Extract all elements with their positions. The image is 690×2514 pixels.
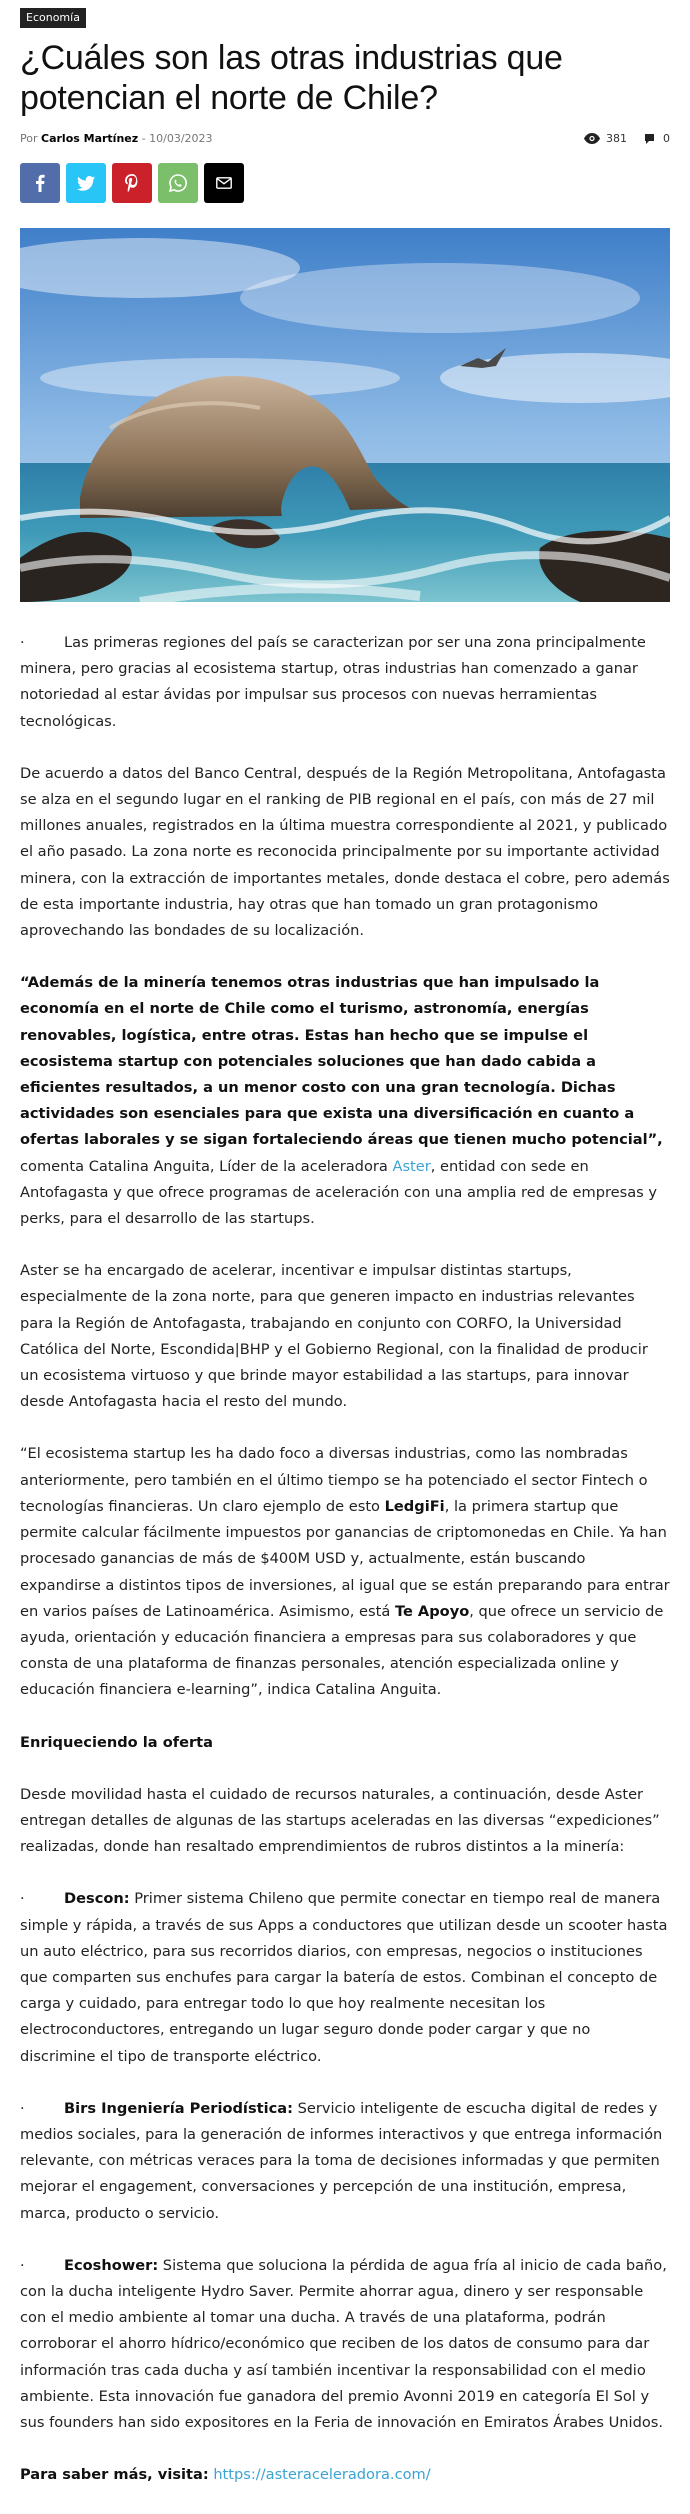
bullet-dot: · xyxy=(20,634,25,651)
article-paragraph: Aster se ha encargado de acelerar, incentivar e impulsar distintas startups, especialmente de la zona norte, para que generen impacto en industrias relevantes para la Región de Antofagasta, trabajando en conjunto con CORFO, la Universidad Católica del Norte, Escondida|BHP y el Gobierno Regional, con la finalidad de producir un ecosistema virtuoso y que brinde mayor estabilidad a las startups, para innovar desde Antofagasta hacia el resto del mundo. xyxy=(20,1262,648,1411)
ledgifi-highlight: LedgiFi xyxy=(384,1497,445,1515)
startup-item-ecoshower xyxy=(20,2253,670,2436)
comments-count: 0 xyxy=(663,132,670,145)
startup-description: Primer sistema Chileno que permite conectar en tiempo real de manera simple y rápida, a través de sus Apps a conductores que utilizan desde un scooter hasta un auto eléctrico, para sus recorridos diarios, con empresas, negocios o instituciones que comparten sus enchufes para cargar la batería de estos. Combinan el concepto de carga y cuidado, para entregar todo lo que hoy realmente necesitan los electroconductores, entregando un lugar seguro donde poder cargar y que no discrimine el tipo de transporte eléctrico. xyxy=(20,1890,668,2065)
more-info-label: Para saber más, visita: xyxy=(20,2466,209,2484)
share-twitter-button[interactable] xyxy=(66,163,106,203)
share-facebook-button[interactable] xyxy=(20,163,60,203)
bullet-dot: · xyxy=(20,2256,25,2274)
twitter-icon xyxy=(77,176,95,191)
aster-link[interactable]: Aster xyxy=(392,1157,431,1175)
article-paragraph xyxy=(20,630,670,735)
section-heading: Enriqueciendo la oferta xyxy=(20,1733,214,1751)
article-stats xyxy=(584,132,670,145)
startup-item-descon xyxy=(20,1886,670,2069)
comments-counter[interactable] xyxy=(645,132,670,145)
share-pinterest-button[interactable] xyxy=(112,163,152,203)
share-whatsapp-button[interactable] xyxy=(158,163,198,203)
bullet-dot: · xyxy=(20,2099,25,2117)
paragraph-text: “El ecosistema startup les ha dado foco a diversas industrias, como las nombradas anteriormente, pero también en el último tiempo se ha potenciado el sector Fintech o tecnologías financieras. Un claro ejemplo de esto xyxy=(20,1445,648,1515)
publish-date: 10/03/2023 xyxy=(149,132,213,145)
article-paragraph: Desde movilidad hasta el cuidado de recursos naturales, a continuación, desde Aster entregan detalles de algunas de las startups aceleradas en las diversas “expediciones” realizadas, donde han resaltado emprendimientos de rubros distintos a la minería: xyxy=(20,1785,660,1856)
author-link[interactable]: Carlos Martínez xyxy=(41,132,139,145)
article-title: ¿Cuáles son las otras industrias que potencian el norte de Chile? xyxy=(20,39,563,117)
more-info xyxy=(20,2462,670,2488)
share-buttons xyxy=(20,163,670,203)
startup-item-birs xyxy=(20,2096,670,2227)
whatsapp-icon xyxy=(169,174,187,192)
startup-description: Sistema que soluciona la pérdida de agua fría al inicio de cada baño, con la ducha inteligente Hydro Saver. Permite ahorrar agua, dinero y ser responsable con el medio ambiente al tomar una ducha. A través de una plataforma, podrán corroborar el ahorro hídrico/económico que reciben de los datos de consumo para dar información tras cada ducha y así también incentivar la responsabilidad con el medio ambiente. Esta innovación fue ganadora del premio Avonni 2019 en categoría El Sol y sus founders han sido expositores en la Feria de innovación en Emiratos Árabes Unidos. xyxy=(20,2256,667,2431)
category-badge[interactable]: Economía xyxy=(20,8,86,28)
views-counter xyxy=(584,132,627,145)
startup-name: Descon: xyxy=(64,1890,130,1908)
article-paragraph: De acuerdo a datos del Banco Central, después de la Región Metropolitana, Antofagasta se alza en el segundo lugar en el ranking de PIB regional en el país, con más de 27 mil millones anuales, registrados en la última muestra correspondiente al 2021, y publicado el año pasado. La zona norte es reconocida principalmente por su importante actividad minera, con la extracción de importantes metales, donde destaca el cobre, pero además de esta importante industria, hay otras que han tomado un gran protagonismo aprovechando las bondades de su localización. xyxy=(20,764,670,940)
paragraph-text: , que ofrece un servicio de ayuda, orientación y educación financiera a empresas para sus colaboradores y que consta de una plataforma de finanzas personales, atención especializada online y educación financiera e-learning”, indica Catalina Anguita. xyxy=(20,1602,664,1699)
article-meta xyxy=(20,132,670,145)
paragraph-text: , entidad con sede en Antofagasta y que ofrece programas de aceleración con una amplia red de empresas y perks, para el desarrollo de las startups. xyxy=(20,1157,658,1228)
paragraph-text: , la primera startup que permite calcular fácilmente impuestos por ganancias de criptomonedas en Chile. Ya han procesado ganancias de más de $400M USD y, actualmente, están buscando expandirse a distintos tipos de inversiones, al igual que se están preparando para entrar en varios países de Latinoamérica. Asimismo, está xyxy=(20,1497,670,1620)
quote-paragraph xyxy=(20,970,670,1232)
paragraph-text: Las primeras regiones del país se caracterizan por ser una zona principalmente minera, pero gracias al ecosistema startup, otras industrias han comenzado a ganar notoriedad al estar ávidas por impulsar sus procesos con nuevas herramientas tecnológicas. xyxy=(20,634,646,730)
share-email-button[interactable] xyxy=(204,163,244,203)
facebook-icon xyxy=(35,174,45,192)
article-body xyxy=(20,630,670,2488)
startup-name: Birs Ingeniería Periodística: xyxy=(64,2099,293,2117)
article-paragraph xyxy=(20,1441,670,1703)
teapoyo-highlight: Te Apoyo xyxy=(394,1602,470,1620)
startup-description: Servicio inteligente de escucha digital de redes y medios sociales, para la generación de informes interactivos y que entrega información relevante, con métricas veraces para la toma de decisiones informadas y que permiten mejorar el engagement, conversaciones y percepción de una institución, empresa, marca, producto o servicio. xyxy=(20,2099,663,2222)
startup-name: Ecoshower: xyxy=(64,2256,159,2274)
views-count: 381 xyxy=(606,132,627,145)
paragraph-text: comenta Catalina Anguita, Líder de la aceleradora xyxy=(20,1157,393,1175)
byline-separator: - xyxy=(141,132,146,145)
by-label: Por xyxy=(20,132,38,145)
comment-icon xyxy=(645,134,657,144)
aster-website-link[interactable]: https://asteraceleradora.com/ xyxy=(213,2466,431,2484)
envelope-icon xyxy=(216,177,232,189)
quote-text: “Además de la minería tenemos otras industrias que han impulsado la economía en el norte de Chile como el turismo, astronomía, energías renovables, logística, entre otras. Estas han hecho que se impulse el ecosistema startup con potenciales soluciones que han dado cabida a eficientes resultados, a un menor costo con una gran tecnología. Dichas actividades son esenciales para que exista una diversificación en cuanto a ofertas laborales y se sigan fortaleciendo áreas que tienen mucho potencial”, xyxy=(20,974,663,1149)
eye-icon xyxy=(584,133,600,144)
hero-image-coastal-rock-arch xyxy=(20,228,670,602)
byline xyxy=(20,132,213,145)
bullet-dot: · xyxy=(20,1890,25,1908)
pinterest-icon xyxy=(125,174,139,192)
